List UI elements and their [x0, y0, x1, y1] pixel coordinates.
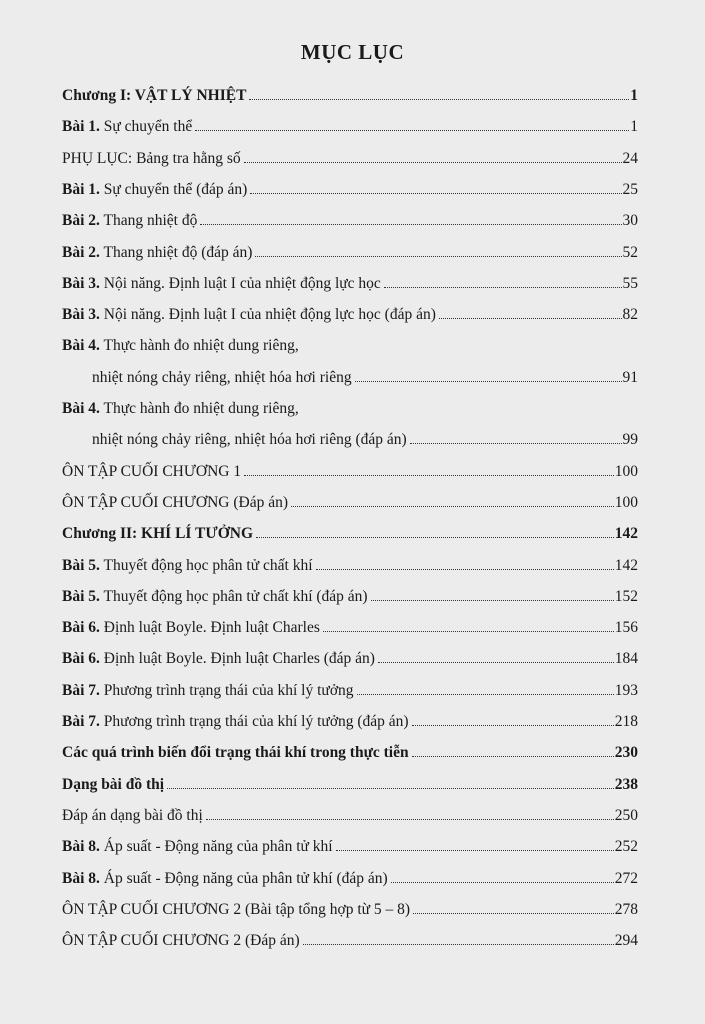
toc-entry [62, 618, 638, 638]
lesson-label: Bài 6. [62, 619, 100, 637]
entry-title: PHỤ LỤC: Bảng tra hằng số [62, 149, 241, 167]
page-number: 55 [622, 274, 638, 292]
toc-entry-text [62, 556, 313, 576]
entry-title: Sự chuyển thể (đáp án) [103, 180, 248, 198]
page-number: 52 [622, 243, 638, 261]
page-number: 184 [614, 650, 638, 668]
dot-leader [413, 913, 614, 914]
toc-entry-text [62, 211, 197, 231]
dot-leader [412, 756, 614, 757]
toc-entry-text [62, 681, 354, 701]
entry-title: Định luật Boyle. Định luật Charles [103, 619, 320, 637]
toc-entry [62, 712, 638, 732]
toc-entry-text [62, 869, 388, 889]
page-number: 238 [614, 775, 638, 793]
page-number: 152 [614, 587, 638, 605]
toc-entry [62, 493, 638, 513]
entry-title: Chương II: KHÍ LÍ TƯỞNG [62, 525, 254, 543]
toc-entry-text [62, 336, 299, 356]
toc-entry [62, 462, 638, 482]
dot-leader [410, 443, 622, 444]
toc-entry [92, 430, 638, 450]
dot-leader [439, 318, 622, 319]
entry-title: ÔN TẬP CUỐI CHƯƠNG 2 (Đáp án) [62, 932, 300, 950]
toc-entry-text [62, 775, 164, 795]
dot-leader [250, 193, 621, 194]
toc-entry [62, 806, 638, 826]
toc-entry-text [62, 837, 333, 857]
entry-title: Thuyết động học phân tử chất khí [103, 556, 313, 574]
toc-entry-text [62, 274, 381, 294]
dot-leader [378, 662, 614, 663]
toc-entry-text [92, 430, 407, 450]
dot-leader [249, 99, 629, 100]
page-number: 25 [622, 180, 638, 198]
toc-entry [62, 117, 638, 137]
entry-title: Các quá trình biến đổi trạng thái khí trong thực tiễn [62, 744, 409, 762]
toc-entry-text [62, 180, 247, 200]
page-number: 100 [614, 462, 638, 480]
toc-entry [62, 900, 638, 920]
lesson-label: Bài 6. [62, 650, 100, 668]
entry-title: Sự chuyển thể [103, 118, 193, 136]
page-number: 252 [614, 838, 638, 856]
entry-title: nhiệt nóng chảy riêng, nhiệt hóa hơi riêng [92, 368, 352, 386]
toc-entry [62, 649, 638, 669]
entry-title: Chương I: VẬT LÝ NHIỆT [62, 87, 247, 104]
lesson-label: Bài 2. [62, 212, 100, 230]
toc-entry [92, 368, 638, 388]
entry-title: Thực hành đo nhiệt dung riêng, [103, 400, 299, 417]
toc-entry-text [62, 806, 203, 826]
entry-title: Áp suất - Động năng của phân tử khí (đáp án) [103, 869, 388, 887]
dot-leader [412, 725, 614, 726]
toc-entry [62, 149, 638, 169]
toc-entry-text [62, 618, 320, 638]
page-number: 142 [614, 556, 638, 574]
entry-title: Đáp án dạng bài đồ thị [62, 806, 203, 824]
entry-title: Thang nhiệt độ (đáp án) [103, 243, 253, 261]
toc-entry [62, 587, 638, 607]
entry-title: Thực hành đo nhiệt dung riêng, [103, 337, 299, 355]
toc-entry [62, 399, 638, 419]
toc-entry-text [62, 117, 192, 137]
toc-entry-text [62, 524, 253, 544]
entry-title: Nội năng. Định luật I của nhiệt động lực học [103, 274, 381, 292]
dot-leader [206, 819, 614, 820]
toc-entry-text [62, 900, 410, 920]
entry-title: ÔN TẬP CUỐI CHƯƠNG 2 (Bài tập tổng hợp từ 5 – 8) [62, 900, 411, 918]
entry-title: ÔN TẬP CUỐI CHƯƠNG 1 [62, 462, 242, 480]
lesson-label: Bài 1. [62, 180, 100, 198]
toc-entry [62, 211, 638, 231]
toc-entry-text [92, 368, 352, 388]
toc-entry [62, 86, 638, 106]
toc-entry-text [62, 712, 409, 732]
toc-entry-text [62, 493, 288, 513]
dot-leader [255, 256, 621, 257]
toc-entry-text [62, 86, 246, 106]
toc-entry-text [62, 587, 368, 607]
page-number: 156 [614, 619, 638, 637]
lesson-label: Bài 1. [62, 118, 100, 136]
lesson-label: Bài 7. [62, 681, 100, 699]
dot-leader [391, 882, 614, 883]
entry-title: Phương trình trạng thái của khí lý tưởng [103, 681, 354, 699]
entry-title: Thang nhiệt độ [103, 212, 198, 230]
dot-leader [371, 600, 614, 601]
page-number: 30 [622, 212, 638, 230]
page-number: 230 [614, 744, 638, 762]
dot-leader [200, 224, 621, 225]
toc-entry-text [62, 462, 241, 482]
toc-entry [62, 336, 638, 356]
dot-leader [323, 631, 614, 632]
page-number: 82 [622, 306, 638, 324]
dot-leader [357, 694, 614, 695]
toc-entry-text [62, 149, 241, 169]
toc-entry [62, 681, 638, 701]
toc-entry-text [62, 649, 375, 669]
dot-leader [291, 506, 614, 507]
page-number: 1 [630, 87, 638, 104]
toc-entry-text [62, 399, 299, 419]
page-number: 91 [622, 368, 638, 386]
toc-title: MỤC LỤC [300, 40, 405, 64]
entry-title: Phương trình trạng thái của khí lý tưởng (đáp án) [103, 713, 409, 730]
dot-leader [256, 537, 614, 538]
lesson-label: Bài 5. [62, 556, 100, 574]
page-number: 100 [614, 493, 638, 511]
lesson-label: Bài 3. [62, 274, 100, 292]
lesson-label: Bài 5. [62, 587, 100, 605]
lesson-label: Bài 3. [62, 306, 100, 324]
lesson-label: Bài 4. [62, 400, 100, 417]
dot-leader [195, 130, 629, 131]
page-number: 1 [630, 118, 638, 136]
page-number: 294 [614, 932, 638, 950]
entry-title: Áp suất - Động năng của phân tử khí [103, 838, 333, 856]
toc-entry-text [62, 931, 300, 951]
entry-title: nhiệt nóng chảy riêng, nhiệt hóa hơi riêng (đáp án) [92, 431, 407, 449]
entry-title: Dạng bài đồ thị [62, 775, 165, 793]
lesson-label: Bài 4. [62, 337, 100, 355]
page-number: 278 [614, 900, 638, 918]
lesson-label: Bài 8. [62, 838, 100, 856]
entry-title: Nội năng. Định luật I của nhiệt động lực học (đáp án) [103, 306, 436, 324]
dot-leader [336, 850, 614, 851]
dot-leader [167, 788, 614, 789]
page-number: 218 [614, 713, 638, 730]
toc-entry-text [62, 305, 436, 325]
page-number: 250 [614, 806, 638, 824]
entry-title: ÔN TẬP CUỐI CHƯƠNG (Đáp án) [62, 493, 288, 511]
dot-leader [244, 162, 622, 163]
dot-leader [355, 381, 622, 382]
page-number: 193 [614, 681, 638, 699]
toc-entry [62, 556, 638, 576]
toc-entry [62, 775, 638, 795]
page-number: 142 [614, 525, 638, 543]
toc-entry [62, 305, 638, 325]
toc-entry-text [62, 243, 252, 263]
toc-entry [62, 743, 638, 763]
toc-entry [62, 837, 638, 857]
page-number: 272 [614, 869, 638, 887]
entry-title: Thuyết động học phân tử chất khí (đáp án) [103, 587, 368, 605]
toc-entry [62, 274, 638, 294]
dot-leader [316, 569, 614, 570]
toc-entry [62, 243, 638, 263]
lesson-label: Bài 7. [62, 713, 100, 730]
page-number: 24 [622, 149, 638, 167]
entry-title: Định luật Boyle. Định luật Charles (đáp án) [103, 650, 375, 668]
toc-entry [62, 931, 638, 951]
page-number: 99 [622, 431, 638, 449]
toc-entry [62, 180, 638, 200]
lesson-label: Bài 8. [62, 869, 100, 887]
toc-entry [62, 869, 638, 889]
lesson-label: Bài 2. [62, 243, 100, 261]
dot-leader [303, 944, 614, 945]
dot-leader [384, 287, 622, 288]
dot-leader [244, 475, 614, 476]
toc-entry-text [62, 743, 409, 763]
toc-entry [62, 524, 638, 544]
